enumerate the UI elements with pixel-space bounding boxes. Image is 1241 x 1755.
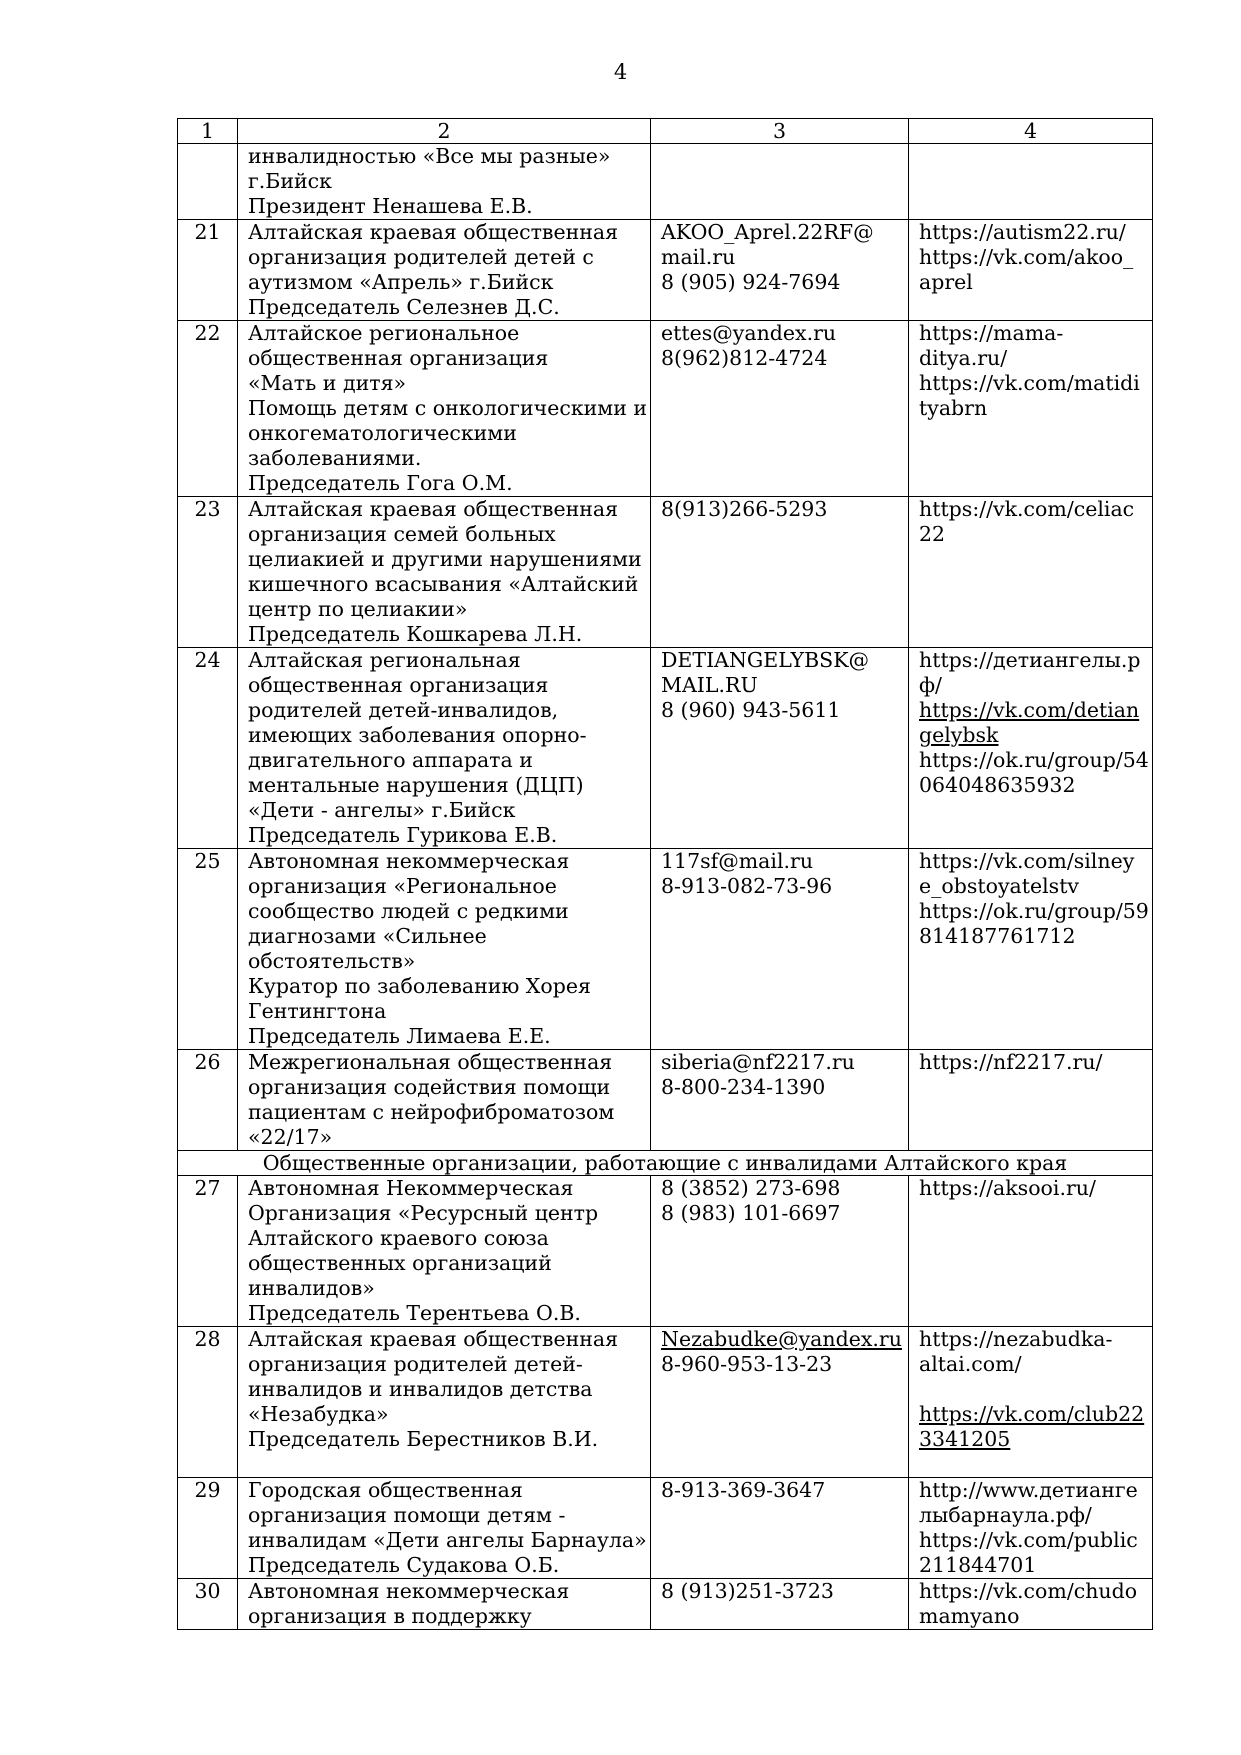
link-text[interactable]: https://vk.com/celiac <box>919 497 1135 521</box>
link-text[interactable]: https://vk.com/public <box>919 1528 1138 1552</box>
org-line: сообщество людей с редкими <box>248 899 569 923</box>
org-line: инвалидов и инвалидов детства <box>248 1377 593 1401</box>
org-cell <box>238 648 651 849</box>
link-text[interactable]: 3341205 <box>919 1427 1011 1451</box>
row-number: 30 <box>178 1579 238 1630</box>
org-line: Председатель Судакова О.Б. <box>248 1553 560 1577</box>
contacts-cell <box>651 648 909 849</box>
links-cell <box>909 321 1153 497</box>
org-line: «22/17» <box>248 1125 333 1149</box>
page-number: 4 <box>613 60 628 84</box>
row-number: 25 <box>178 849 238 1050</box>
header-col-3: 3 <box>651 119 909 144</box>
org-line: пациентам с нейрофиброматозом <box>248 1100 615 1124</box>
contacts-cell <box>651 144 909 220</box>
org-line: организация в поддержку <box>248 1604 532 1628</box>
org-line: целиакией и другими нарушениями <box>248 547 642 571</box>
org-line: общественных организаций <box>248 1251 552 1275</box>
org-line: организация семей больных <box>248 522 556 546</box>
link-text[interactable]: ф/ <box>919 673 942 697</box>
table-row <box>178 220 1153 321</box>
org-cell <box>238 1327 651 1478</box>
table-row <box>178 1050 1153 1151</box>
org-line: Гентингтона <box>248 999 387 1023</box>
org-line: Алтайское региональное <box>248 321 520 345</box>
table-row <box>178 849 1153 1050</box>
org-cell <box>238 1579 651 1630</box>
phone-text: 8-913-369-3647 <box>661 1478 826 1502</box>
header-col-4: 4 <box>909 119 1153 144</box>
links-cell <box>909 144 1153 220</box>
org-line: организация содействия помощи <box>248 1075 611 1099</box>
org-line: Помощь детям с онкологическими и <box>248 396 648 420</box>
org-cell <box>238 321 651 497</box>
contacts-cell <box>651 1579 909 1630</box>
org-line: Куратор по заболеванию Хорея <box>248 974 591 998</box>
section-row <box>178 1151 1153 1176</box>
org-line: «Дети - ангелы» г.Бийск <box>248 798 516 822</box>
phone-text: 8 (983) 101-6697 <box>661 1201 841 1225</box>
row-number: 23 <box>178 497 238 648</box>
organizations-table <box>177 118 1153 1630</box>
table-row <box>178 497 1153 648</box>
table-row <box>178 1478 1153 1579</box>
link-text[interactable]: http://www.детианге <box>919 1478 1138 1502</box>
org-line: г.Бийск <box>248 169 332 193</box>
org-line: организация родителей детей- <box>248 1352 583 1376</box>
org-line: Алтайская краевая общественная <box>248 220 619 244</box>
row-number: 29 <box>178 1478 238 1579</box>
link-text[interactable]: e_obstoyatelstv <box>919 874 1080 898</box>
table-row <box>178 1176 1153 1327</box>
contacts-cell <box>651 321 909 497</box>
phone-text: 8(913)266-5293 <box>661 497 828 521</box>
org-line: центр по целиакии» <box>248 597 468 621</box>
link-text[interactable]: лыбарнаула.рф/ <box>919 1503 1092 1527</box>
contacts-cell <box>651 1050 909 1151</box>
org-line: Председатель Берестников В.И. <box>248 1427 599 1451</box>
link-text[interactable]: 22 <box>919 522 946 546</box>
org-cell <box>238 144 651 220</box>
org-cell <box>238 1478 651 1579</box>
section-title: Общественные организации, работающие с инвалидами Алтайского края <box>178 1151 1153 1176</box>
row-number: 26 <box>178 1050 238 1151</box>
contacts-cell <box>651 1176 909 1327</box>
link-text[interactable]: gelybsk <box>919 723 999 747</box>
org-line: «Незабудка» <box>248 1402 389 1426</box>
link-text[interactable]: https://nezabudka- <box>919 1327 1113 1351</box>
row-number: 28 <box>178 1327 238 1478</box>
link-text[interactable]: https://vk.com/akoo_ <box>919 245 1134 269</box>
contacts-cell <box>651 220 909 321</box>
email-text[interactable]: ettes@yandex.ru <box>661 321 837 345</box>
links-cell <box>909 648 1153 849</box>
link-text[interactable]: https://autism22.ru/ <box>919 220 1126 244</box>
org-cell <box>238 220 651 321</box>
row-number: 22 <box>178 321 238 497</box>
org-line: диагнозами «Сильнее <box>248 924 487 948</box>
org-line: общественная организация <box>248 673 549 697</box>
links-cell <box>909 1176 1153 1327</box>
org-line: Автономная некоммерческая <box>248 1579 570 1603</box>
table-row <box>178 1579 1153 1630</box>
row-number: 21 <box>178 220 238 321</box>
table-row <box>178 144 1153 220</box>
org-line: Председатель Терентьева О.В. <box>248 1301 581 1325</box>
org-line: аутизмом «Апрель» г.Бийск <box>248 270 554 294</box>
org-line: онкогематологическими <box>248 421 517 445</box>
email-text[interactable]: AKOO_Aprel.22RF@ <box>661 220 874 244</box>
link-text[interactable]: mamyano <box>919 1604 1020 1628</box>
org-line: Городская общественная <box>248 1478 523 1502</box>
row-number: 27 <box>178 1176 238 1327</box>
links-cell <box>909 849 1153 1050</box>
org-cell <box>238 849 651 1050</box>
email-text[interactable]: DETIANGELYBSK@ <box>661 648 870 672</box>
phone-text: 8 (960) 943-5611 <box>661 698 841 722</box>
org-line: организация родителей детей с <box>248 245 594 269</box>
org-line: двигательного аппарата и <box>248 748 533 772</box>
link-text[interactable]: https://ok.ru/group/54 <box>919 748 1149 772</box>
link-text[interactable]: ditya.ru/ <box>919 346 1008 370</box>
org-line: инвалидностью «Все мы разные» <box>248 144 611 168</box>
phone-text: 8 (913)251-3723 <box>661 1579 834 1603</box>
org-line: обстоятельств» <box>248 949 416 973</box>
org-line: Алтайская краевая общественная <box>248 1327 619 1351</box>
phone-text: 8(962)812-4724 <box>661 346 828 370</box>
org-line: Алтайская региональная <box>248 648 521 672</box>
contacts-cell <box>651 1327 909 1478</box>
link-text[interactable]: aprel <box>919 270 973 294</box>
links-cell <box>909 497 1153 648</box>
link-text[interactable]: altai.com/ <box>919 1352 1022 1376</box>
links-cell <box>909 1478 1153 1579</box>
org-line: общественная организация <box>248 346 549 370</box>
org-line: ментальные нарушения (ДЦП) <box>248 773 584 797</box>
header-col-1: 1 <box>178 119 238 144</box>
table-row <box>178 648 1153 849</box>
org-line: организация помощи детям - <box>248 1503 566 1527</box>
link-text[interactable]: https://детиангелы.р <box>919 648 1141 672</box>
contacts-cell <box>651 849 909 1050</box>
contacts-cell <box>651 1478 909 1579</box>
header-col-2: 2 <box>238 119 651 144</box>
org-line: организация «Региональное <box>248 874 557 898</box>
phone-text: 8-960-953-13-23 <box>661 1352 833 1376</box>
link-text[interactable]: 064048635932 <box>919 773 1076 797</box>
org-line: Алтайская краевая общественная <box>248 497 619 521</box>
blank-line <box>919 1377 1142 1402</box>
link-text[interactable]: https://vk.com/silney <box>919 849 1135 873</box>
org-cell <box>238 497 651 648</box>
phone-text: 8-913-082-73-96 <box>661 874 833 898</box>
link-text[interactable]: https://aksooi.ru/ <box>919 1176 1096 1200</box>
email-text[interactable]: mail.ru <box>661 245 736 269</box>
org-line: кишечного всасывания «Алтайский <box>248 572 639 596</box>
email-text[interactable]: MAIL.RU <box>661 673 758 697</box>
org-line: Председатель Кошкарева Л.Н. <box>248 622 583 646</box>
links-cell <box>909 1327 1153 1478</box>
contacts-cell <box>651 497 909 648</box>
org-line: родителей детей-инвалидов, <box>248 698 559 722</box>
link-text[interactable]: 814187761712 <box>919 924 1076 948</box>
link-text[interactable]: 211844701 <box>919 1553 1037 1577</box>
link-text[interactable]: tyabrn <box>919 396 988 420</box>
link-text[interactable]: https://nf2217.ru/ <box>919 1050 1103 1074</box>
org-line: Автономная Некоммерческая <box>248 1176 574 1200</box>
link-text[interactable]: https://vk.com/club22 <box>919 1402 1145 1426</box>
org-line: Организация «Ресурсный центр <box>248 1201 599 1225</box>
table-row <box>178 1327 1153 1478</box>
link-text[interactable]: https://ok.ru/group/59 <box>919 899 1149 923</box>
row-number: 24 <box>178 648 238 849</box>
link-text[interactable]: https://vk.com/chudo <box>919 1579 1138 1603</box>
org-line: Председатель Гурикова Е.В. <box>248 823 558 847</box>
phone-text: 8 (905) 924-7694 <box>661 270 841 294</box>
link-text[interactable]: https://mama- <box>919 321 1064 345</box>
org-line: имеющих заболевания опорно- <box>248 723 587 747</box>
org-line: Межрегиональная общественная <box>248 1050 613 1074</box>
links-cell <box>909 220 1153 321</box>
org-line: Председатель Лимаева Е.Е. <box>248 1024 551 1048</box>
table-row <box>178 321 1153 497</box>
org-line: инвалидов» <box>248 1276 375 1300</box>
links-cell <box>909 1579 1153 1630</box>
phone-text: 8-800-234-1390 <box>661 1075 826 1099</box>
email-text[interactable]: siberia@nf2217.ru <box>661 1050 855 1074</box>
org-line: Президент Ненашева Е.В. <box>248 194 533 218</box>
row-number <box>178 144 238 220</box>
header-row <box>178 119 1153 144</box>
link-text[interactable]: https://vk.com/detian <box>919 698 1140 722</box>
org-line: Алтайского краевого союза <box>248 1226 549 1250</box>
org-line: Председатель Гога О.М. <box>248 471 513 495</box>
org-cell <box>238 1176 651 1327</box>
email-text[interactable]: Nezabudke@yandex.ru <box>661 1327 902 1351</box>
org-line: инвалидам «Дети ангелы Барнаула» <box>248 1528 647 1552</box>
org-cell <box>238 1050 651 1151</box>
email-text[interactable]: 117sf@mail.ru <box>661 849 814 873</box>
links-cell <box>909 1050 1153 1151</box>
phone-text: 8 (3852) 273-698 <box>661 1176 841 1200</box>
org-line: Председатель Селезнев Д.С. <box>248 295 560 319</box>
org-line: заболеваниями. <box>248 446 422 470</box>
org-line: Автономная некоммерческая <box>248 849 570 873</box>
link-text[interactable]: https://vk.com/matidi <box>919 371 1140 395</box>
org-line: «Мать и дитя» <box>248 371 407 395</box>
